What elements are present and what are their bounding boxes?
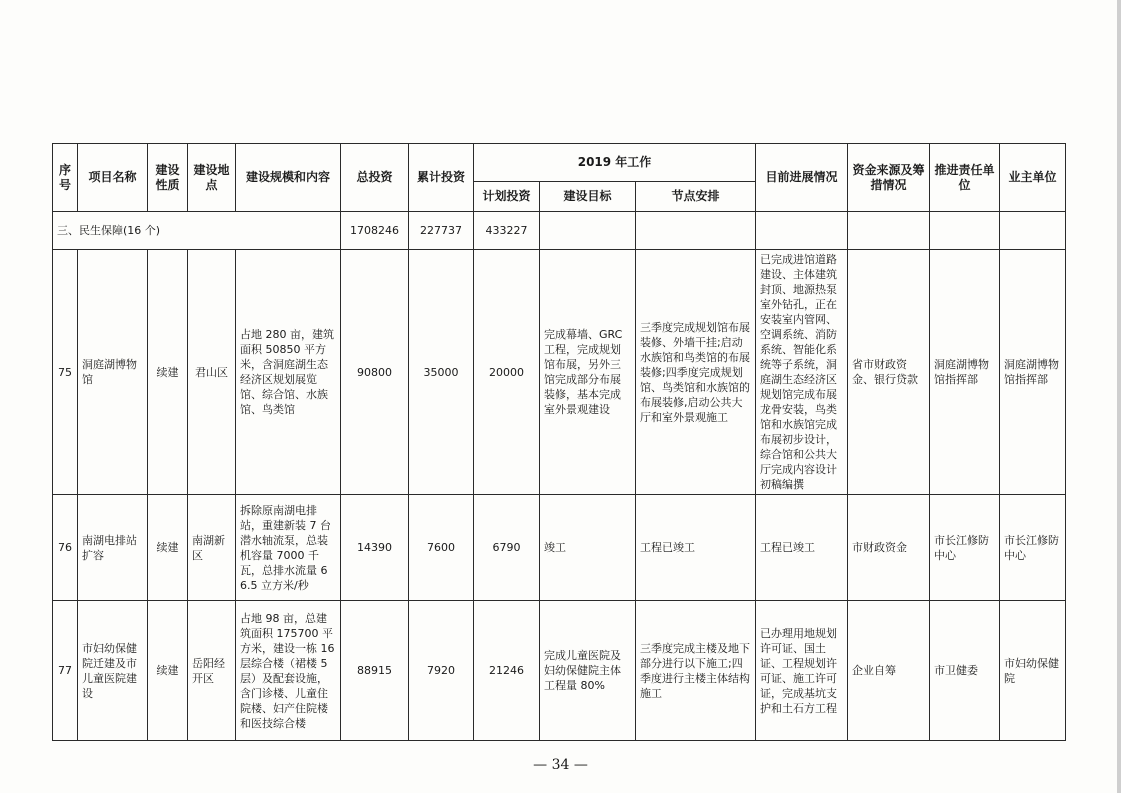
row-cumulative: 7600: [409, 495, 474, 601]
row-name: 南湖电排站扩容: [78, 495, 148, 601]
section-plan: 433227: [474, 212, 540, 250]
section-empty-cell: [636, 212, 756, 250]
row-milestones: 三季度完成主楼及地下部分进行以下施工;四季度进行主楼主体结构施工: [636, 601, 756, 741]
table-row: [53, 601, 1066, 741]
row-nature: 续建: [148, 495, 188, 601]
row-target: 完成幕墙、GRC 工程，完成规划馆布展，另外三馆完成部分布展装修，基本完成室外景观建设: [540, 250, 636, 495]
section-cumulative: 227737: [409, 212, 474, 250]
section-row: [53, 212, 1066, 250]
row-target: 完成儿童医院及妇幼保健院主体工程量 80%: [540, 601, 636, 741]
row-owner: 市妇幼保健院: [1000, 601, 1066, 741]
section-empty-cell: [756, 212, 848, 250]
section-total: 1708246: [341, 212, 409, 250]
page-edge: [1117, 0, 1121, 793]
row-nature: 续建: [148, 250, 188, 495]
section-title: 三、民生保障(16 个): [53, 212, 341, 250]
header-progress: 目前进展情况: [756, 144, 848, 212]
header-2019-work: 2019 年工作: [474, 144, 756, 182]
row-name: 洞庭湖博物馆: [78, 250, 148, 495]
row-nature: 续建: [148, 601, 188, 741]
table-row: [53, 495, 1066, 601]
row-milestones: 工程已竣工: [636, 495, 756, 601]
row-progress: 已办理用地规划许可证、国土证、工程规划许可证、施工许可证，完成基坑支护和土石方工程: [756, 601, 848, 741]
row-funding: 企业自筹: [848, 601, 930, 741]
header-milestones: 节点安排: [636, 182, 756, 212]
header-row-1: [53, 144, 1066, 182]
header-name: 项目名称: [78, 144, 148, 212]
header-owner: 业主单位: [1000, 144, 1066, 212]
row-responsible: 市卫健委: [930, 601, 1000, 741]
row-total: 90800: [341, 250, 409, 495]
section-empty-cell: [540, 212, 636, 250]
row-cumulative: 35000: [409, 250, 474, 495]
row-location: 南湖新区: [188, 495, 236, 601]
row-owner: 市长江修防中心: [1000, 495, 1066, 601]
row-total: 88915: [341, 601, 409, 741]
page-number: — 34 —: [533, 757, 588, 773]
section-empty-cell: [848, 212, 930, 250]
header-total: 总投资: [341, 144, 409, 212]
row-progress: 工程已竣工: [756, 495, 848, 601]
row-scale: 占地 98 亩，总建筑面积 175700 平方米，建设一栋 16 层综合楼（裙楼 5 层）及配套设施，含门诊楼、儿童住院楼、妇产住院楼和医技综合楼: [236, 601, 341, 741]
row-owner: 洞庭湖博物馆指挥部: [1000, 250, 1066, 495]
row-seq: 75: [53, 250, 78, 495]
row-location: 岳阳经开区: [188, 601, 236, 741]
row-milestones: 三季度完成规划馆布展装修、外墙干挂;启动水族馆和鸟类馆的布展装修;四季度完成规划馆、鸟类馆和水族馆的布展装修,启动公共大厅和室外景观施工: [636, 250, 756, 495]
section-empty-cell: [1000, 212, 1066, 250]
row-scale: 拆除原南湖电排站，重建新装 7 台潜水轴流泵，总装机容量 7000 千瓦，总排水流量 66.5 立方米/秒: [236, 495, 341, 601]
row-location: 君山区: [188, 250, 236, 495]
row-cumulative: 7920: [409, 601, 474, 741]
row-plan: 21246: [474, 601, 540, 741]
header-location: 建设地点: [188, 144, 236, 212]
row-seq: 77: [53, 601, 78, 741]
row-funding: 省市财政资金、银行贷款: [848, 250, 930, 495]
header-scale: 建设规模和内容: [236, 144, 341, 212]
row-plan: 6790: [474, 495, 540, 601]
row-responsible: 市长江修防中心: [930, 495, 1000, 601]
table-row: [53, 250, 1066, 495]
row-total: 14390: [341, 495, 409, 601]
header-responsible: 推进责任单 位: [930, 144, 1000, 212]
row-scale: 占地 280 亩，建筑面积 50850 平方米，含洞庭湖生态经济区规划展览馆、综合馆、水族馆、鸟类馆: [236, 250, 341, 495]
row-funding: 市财政资金: [848, 495, 930, 601]
row-target: 竣工: [540, 495, 636, 601]
row-responsible: 洞庭湖博物馆指挥部: [930, 250, 1000, 495]
section-empty-cell: [930, 212, 1000, 250]
row-progress: 已完成进馆道路建设、主体建筑封顶、地源热泵室外钻孔，正在安装室内管网、空调系统、消防系统、智能化系统等子系统，洞庭湖生态经济区规划馆完成布展龙骨安装，鸟类馆和水族馆完成布展初步设计，综合馆和公共大厅完成内容设计初稿编撰: [756, 250, 848, 495]
header-cumulative: 累计投资: [409, 144, 474, 212]
header-seq: 序号: [53, 144, 78, 212]
header-target: 建设目标: [540, 182, 636, 212]
header-nature: 建设性质: [148, 144, 188, 212]
row-plan: 20000: [474, 250, 540, 495]
row-seq: 76: [53, 495, 78, 601]
row-name: 市妇幼保健院迁建及市儿童医院建设: [78, 601, 148, 741]
header-plan: 计划投资: [474, 182, 540, 212]
project-table: [52, 143, 1066, 741]
header-funding: 资金来源及筹措情况: [848, 144, 930, 212]
